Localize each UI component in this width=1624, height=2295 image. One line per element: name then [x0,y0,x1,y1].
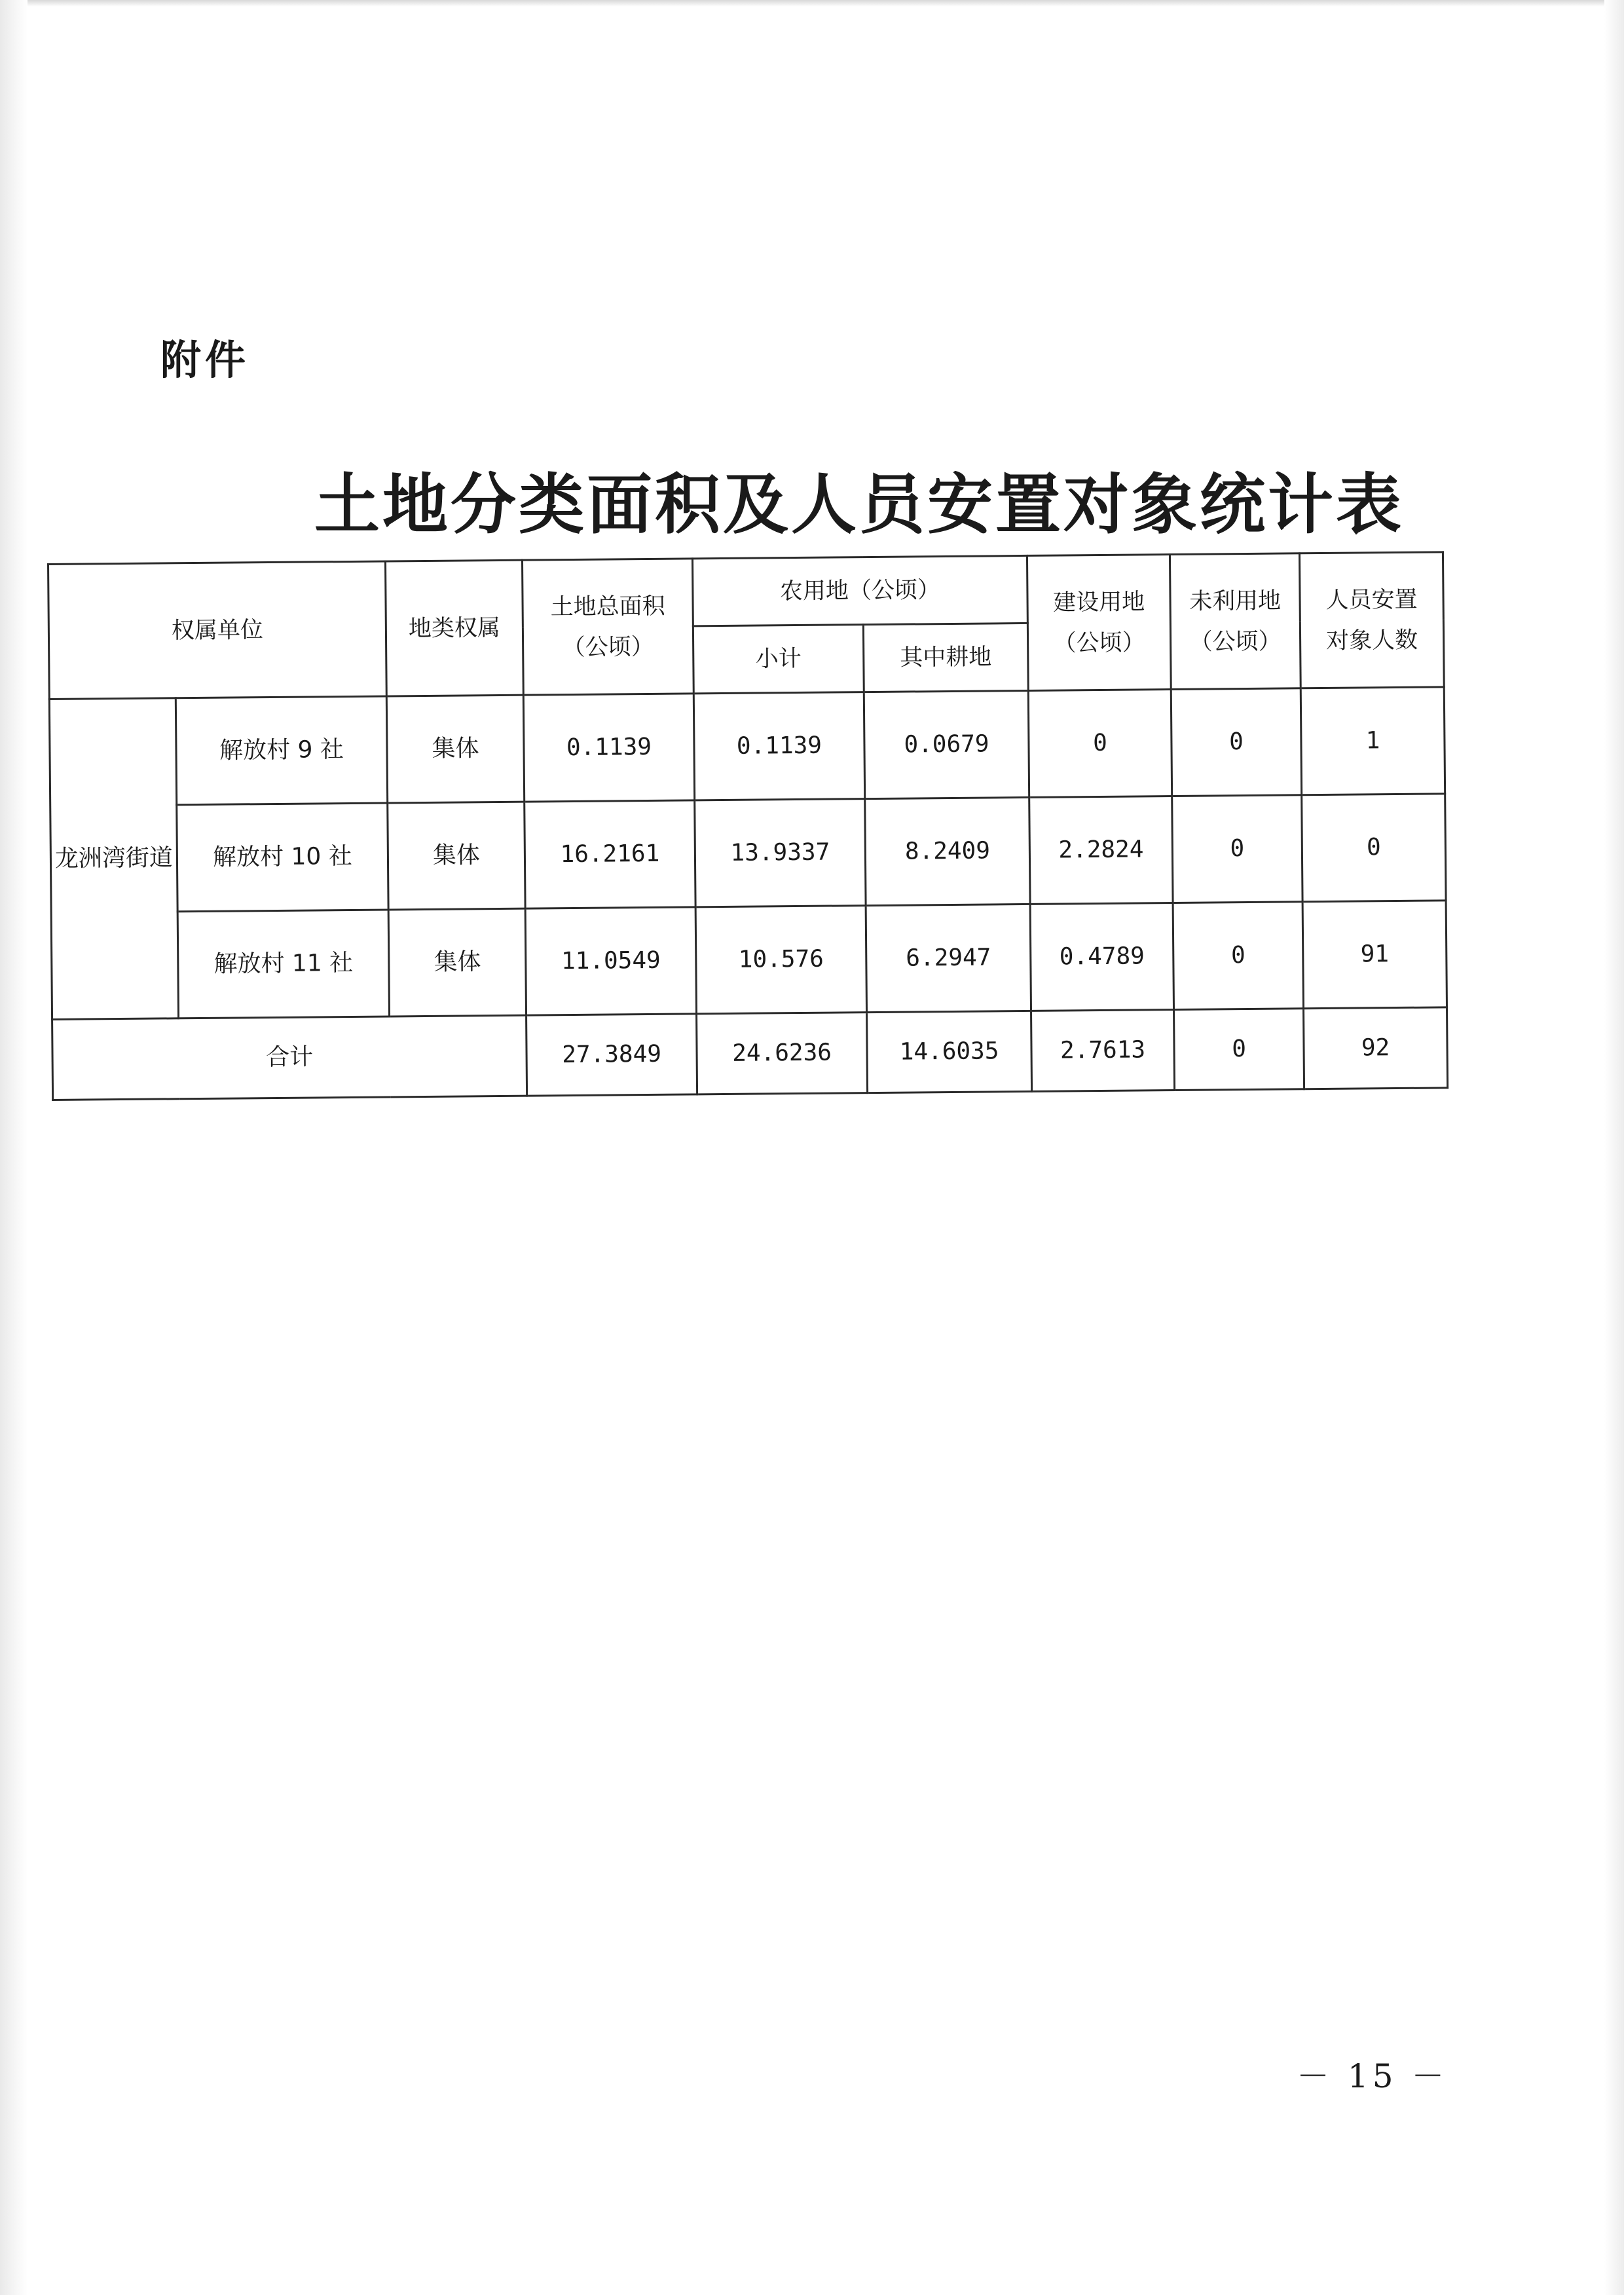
unused-sum-cell: 0 [1174,1009,1304,1091]
construction-sum-cell: 2.7613 [1031,1010,1175,1092]
agri-subtotal-cell: 10.576 [695,906,866,1014]
ownership-cell: 集体 [386,695,524,803]
header-agricultural-land: 农用地（公顷） [692,555,1027,625]
header-total-area-line2: （公顷） [562,633,654,661]
scan-edge-top [0,0,1624,7]
people-cell: 0 [1302,794,1446,902]
header-total-area-line1: 土地总面积 [550,593,665,620]
page-number: － 15 － [1297,2057,1449,2095]
unit-cell: 解放村 9 社 [175,696,387,805]
total-label-cell: 合计 [52,1015,527,1100]
header-construction-line2: （公顷） [1053,629,1145,657]
table-row [51,901,1447,1020]
total-area-sum-cell: 27.3849 [526,1014,697,1096]
header-people-line1: 人员安置 [1325,586,1418,614]
farmland-sum-cell: 14.6035 [867,1011,1032,1092]
unused-cell: 0 [1173,902,1303,1010]
header-construction-line1: 建设用地 [1052,588,1145,616]
document-title: 土地分类面积及人员安置对象统计表 [314,466,1404,543]
people-cell: 1 [1301,687,1445,795]
header-unused-line2: （公顷） [1189,628,1282,656]
header-agri-subtotal: 小计 [693,625,864,694]
table-row [50,794,1446,913]
ownership-cell: 集体 [388,802,525,910]
table-row [49,687,1445,806]
unit-cell: 解放村 11 社 [177,910,389,1018]
unused-cell: 0 [1171,688,1301,796]
people-sum-cell: 92 [1304,1007,1448,1089]
agri-subtotal-sum-cell: 24.6236 [697,1013,868,1094]
scan-edge-left [0,0,28,2295]
statistics-table-container [47,551,1447,1101]
agri-subtotal-cell: 13.9337 [695,799,866,907]
ownership-cell: 集体 [388,908,526,1017]
unused-cell: 0 [1172,795,1302,903]
header-total-area [523,559,694,695]
header-unused-land [1170,553,1301,690]
farmland-cell: 8.2409 [865,797,1030,905]
total-area-cell: 0.1139 [523,694,694,802]
agri-subtotal-cell: 0.1139 [693,692,864,800]
construction-cell: 0.4789 [1030,903,1173,1011]
total-row [52,1007,1448,1100]
header-land-ownership: 地类权属 [386,560,524,696]
farmland-cell: 0.0679 [864,690,1029,798]
people-cell: 91 [1302,901,1447,1009]
header-unused-line1: 未利用地 [1189,588,1282,615]
header-construction-land [1027,555,1171,691]
attachment-label: 附件 [160,336,250,384]
unit-cell: 解放村 10 社 [177,803,388,912]
scan-edge-right [1604,0,1624,2295]
header-ownership-unit: 权属单位 [48,561,387,699]
header-resettlement-count [1299,552,1444,688]
total-area-cell: 11.0549 [525,907,696,1015]
total-area-cell: 16.2161 [525,800,695,908]
farmland-cell: 6.2947 [866,904,1031,1012]
street-name-cell: 龙洲湾街道 [49,698,178,1020]
header-people-line2: 对象人数 [1325,627,1418,654]
construction-cell: 2.2824 [1029,796,1173,905]
header-row-1 [48,552,1444,632]
construction-cell: 0 [1028,690,1172,798]
header-agri-farmland: 其中耕地 [863,623,1028,692]
land-statistics-table [47,551,1449,1101]
